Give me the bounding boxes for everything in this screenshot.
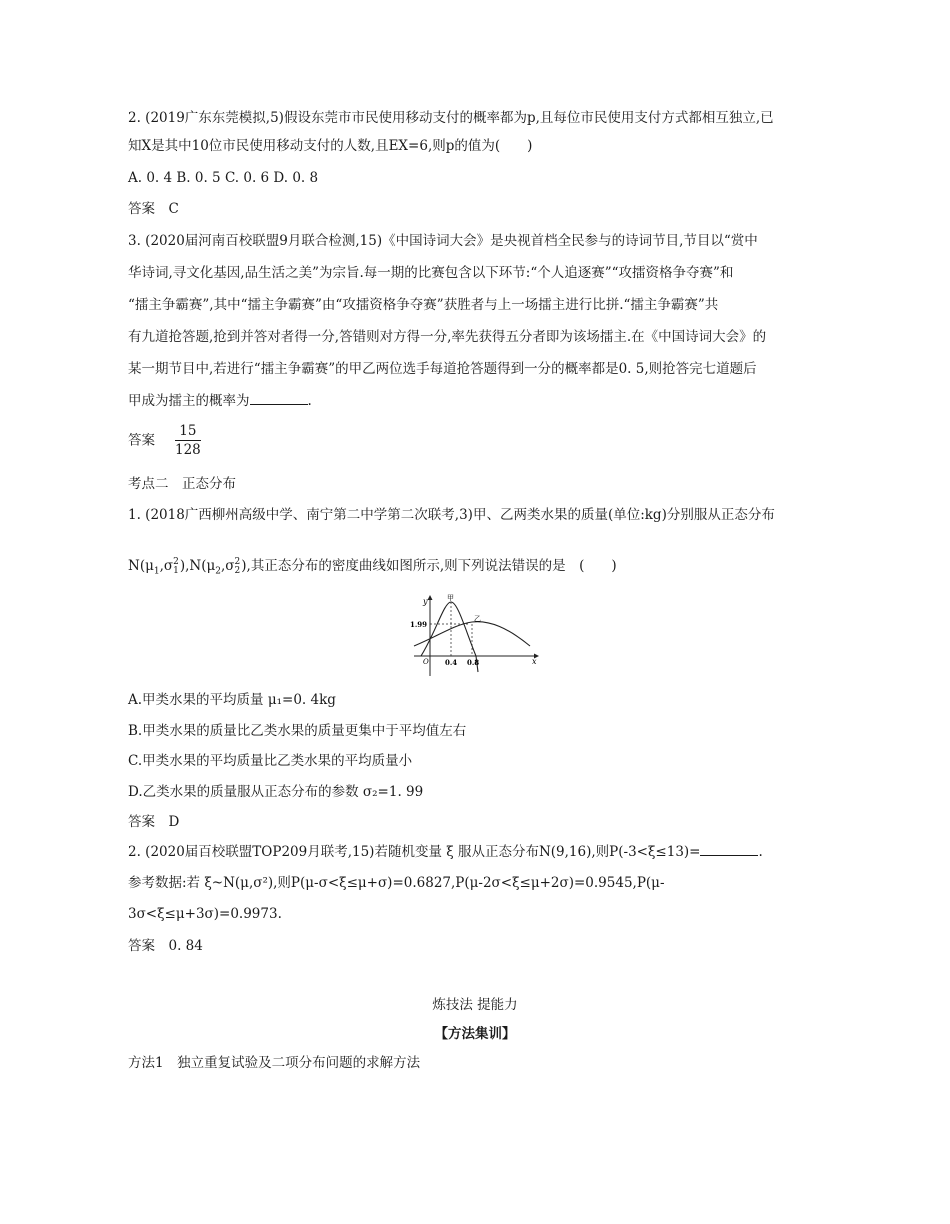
question-2019-line-2: 知X是其中10位市民使用移动支付的人数,且EX=6,则p的值为( ) bbox=[128, 138, 533, 154]
answer-blank bbox=[700, 842, 758, 856]
question-3-line-6-text: 甲成为擂主的概率为 bbox=[128, 393, 250, 409]
question-3-line-2: 华诗词,寻文化基因,品生活之美”为宗旨.每一期的比赛包含以下环节:“个人追逐赛”“攻擂资格争夺赛”和 bbox=[128, 265, 734, 281]
question-3-line-1: 3. (2020届河南百校联盟9月联合检测,15)《中国诗词大会》是央视首档全民参与的诗词节目,节目以“赏中 bbox=[128, 233, 758, 249]
answer-value: 0. 84 bbox=[168, 938, 203, 954]
answer-label: 答案 bbox=[128, 814, 155, 830]
answer-blank bbox=[250, 391, 308, 405]
method-title: 方法1 独立重复试验及二项分布问题的求解方法 bbox=[128, 1055, 421, 1071]
sigma-1-sup: 2 bbox=[173, 556, 179, 567]
question-3-line-6 bbox=[128, 391, 312, 411]
question-3-line-4: 有九道抢答题,抢到并答对者得一分,答错则对方得一分,率先获得五分者即为该场擂主.在《中国诗词大会》的 bbox=[128, 329, 767, 345]
question-3-answer bbox=[128, 422, 203, 459]
sigma-1: ,σ bbox=[159, 558, 174, 574]
section-subheading: 【方法集训】 bbox=[434, 1026, 516, 1042]
mu-2: μ bbox=[206, 558, 216, 574]
option-a: A.甲类水果的平均质量 μ₁=0. 4kg bbox=[128, 692, 336, 708]
sigma-2-sub: 2 bbox=[234, 565, 241, 576]
y-tick-label: 1.99 bbox=[410, 620, 428, 629]
origin-label: O bbox=[423, 658, 429, 666]
x-axis-label: x bbox=[532, 657, 537, 666]
question-2020-line-1-end: . bbox=[758, 844, 763, 860]
mu-2-sub: 2 bbox=[215, 566, 222, 577]
question-3-line-6-end: . bbox=[307, 393, 312, 409]
sigma-2: ,σ bbox=[221, 558, 235, 574]
answer-fraction bbox=[173, 422, 203, 459]
fraction-denominator: 128 bbox=[175, 442, 201, 458]
fraction-numerator: 15 bbox=[179, 423, 197, 439]
answer-value: C bbox=[168, 201, 179, 217]
answer-value: D bbox=[168, 814, 180, 830]
answer-label: 答案 bbox=[128, 201, 155, 217]
option-c: C.甲类水果的平均质量比乙类水果的平均质量小 bbox=[128, 753, 413, 769]
question-3-line-3: “擂主争霸赛”,其中“擂主争霸赛”由“攻擂资格争夺赛”获胜者与上一场擂主进行比拼.“擂主争霸赛”共 bbox=[128, 297, 719, 313]
answer-label: 答案 bbox=[128, 938, 155, 954]
question-2019-answer bbox=[128, 199, 179, 219]
option-d: D.乙类水果的质量服从正态分布的参数 σ₂=1. 99 bbox=[128, 784, 424, 800]
sigma-2-scripts bbox=[235, 558, 241, 576]
question-2018-line-2 bbox=[128, 556, 617, 582]
question-2020-line-1 bbox=[128, 842, 763, 862]
question-2020-line-3: 3σ<ξ≤μ+3σ)=0.9973. bbox=[128, 906, 282, 922]
question-2018-line-1: 1. (2018广西柳州高级中学、南宁第二中学第二次联考,3)甲、乙两类水果的质量(单位:kg)分别服从正态分布 bbox=[128, 507, 775, 523]
label-yi: 乙 bbox=[474, 615, 481, 623]
mu-1: μ bbox=[145, 558, 154, 574]
label-jia: 甲 bbox=[447, 594, 454, 602]
y-axis-arrow bbox=[428, 595, 433, 600]
question-2018-answer bbox=[128, 812, 179, 832]
sigma-1-sub: 1 bbox=[173, 565, 179, 576]
section-title: 考点二 正态分布 bbox=[128, 476, 236, 492]
question-2018-line-2-rest: ),其正态分布的密度曲线如图所示,则下列说法错误的是 ( ) bbox=[241, 558, 617, 574]
sigma-2-sup: 2 bbox=[234, 556, 241, 567]
x-tick-label-2: 0.8 bbox=[467, 658, 480, 667]
question-2019-line-1: 2. (2019广东东莞模拟,5)假设东莞市市民使用移动支付的概率都为p,且每位市民使用支付方式都相互独立,已 bbox=[128, 110, 774, 126]
question-2020-answer bbox=[128, 936, 203, 956]
question-2020-line-1-text: 2. (2020届百校联盟TOP209月联考,15)若随机变量 ξ 服从正态分布N(9,16),则P(-3<ξ≤13)= bbox=[128, 844, 701, 860]
section-heading: 炼技法 提能力 bbox=[432, 997, 518, 1013]
option-b: B.甲类水果的质量比乙类水果的质量更集中于平均值左右 bbox=[128, 723, 467, 739]
mu-1-sub: 1 bbox=[153, 566, 160, 577]
answer-label: 答案 bbox=[128, 432, 155, 449]
question-2019-options: A. 0. 4 B. 0. 5 C. 0. 6 D. 0. 8 bbox=[128, 170, 319, 186]
y-axis-label: y bbox=[423, 597, 428, 606]
x-tick-label-1: 0.4 bbox=[445, 658, 458, 667]
n-mid: ),N( bbox=[179, 558, 207, 574]
n-open: N( bbox=[128, 558, 146, 574]
question-3-line-5: 某一期节目中,若进行“擂主争霸赛”的甲乙两位选手每道抢答题得到一分的概率都是0. 5,则抢答完七道题后 bbox=[128, 361, 757, 377]
sigma-1-scripts bbox=[173, 558, 179, 576]
normal-density-figure bbox=[408, 592, 548, 680]
question-2020-line-2: 参考数据:若 ξ~N(μ,σ²),则P(μ-σ<ξ≤μ+σ)=0.6827,P(μ-2σ<ξ≤μ+2σ)=0.9545,P(μ- bbox=[128, 875, 665, 891]
